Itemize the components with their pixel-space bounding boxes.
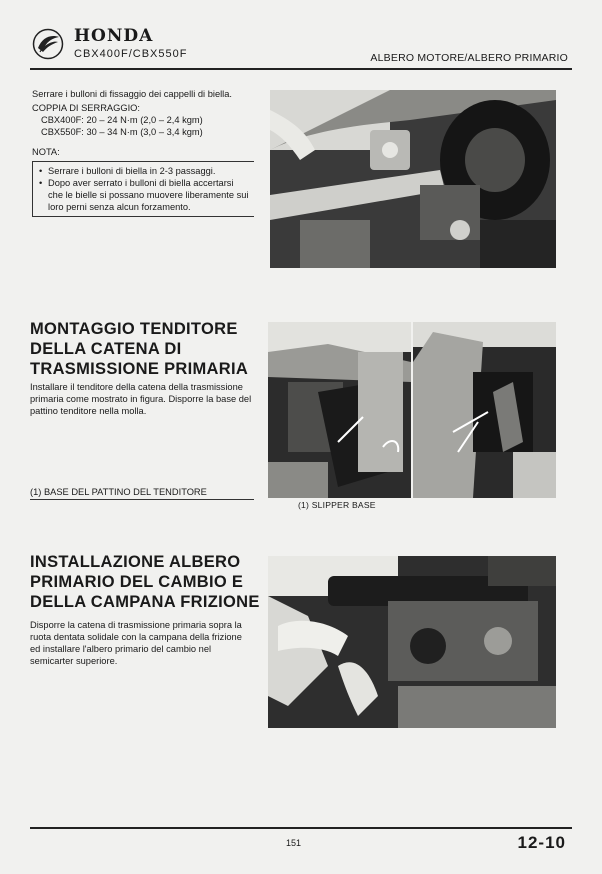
photo-tensioner-right	[413, 322, 556, 498]
model-names: CBX400F/CBX550F	[74, 48, 188, 60]
note-text: Dopo aver serrato i bulloni di biella accertarsi che le bielle si possano muovere liberamente sui loro perni senza alcun forzamento.	[48, 178, 249, 212]
note-item	[39, 177, 250, 213]
note-item	[39, 165, 250, 177]
section-number: 12-10	[517, 833, 566, 852]
bullet-icon: •	[39, 166, 43, 176]
section-title: ALBERO MOTORE/ALBERO PRIMARIO	[370, 52, 568, 64]
section-3-body: Disporre la catena di trasmissione primaria sopra la ruota dentata solidale con la campana della frizione ed installare l'albero primario del cambio nel semicarter superiore.	[30, 620, 242, 666]
honda-logo	[32, 24, 188, 64]
photo-connecting-rod-bolts	[270, 90, 556, 268]
section-3-heading: INSTALLAZIONE ALBERO PRIMARIO DEL CAMBIO E DELLA CAMPANA FRIZIONE	[30, 553, 260, 611]
section-2-body: Installare il tenditore della catena della trasmissione primaria come mostrato in figura. Disporre la base del pattino tenditore nella molla.	[30, 382, 252, 416]
bullet-icon: •	[39, 178, 43, 188]
note-text: Serrare i bulloni di biella in 2-3 passaggi.	[48, 166, 216, 176]
photo-tensioner-left	[268, 322, 411, 498]
brand-name: HONDA	[74, 26, 154, 46]
section-1-text	[32, 88, 254, 217]
torque-title: COPPIA DI SERRAGGIO:	[32, 103, 140, 113]
callout-slipper-base-en: (1) SLIPPER BASE	[298, 500, 376, 510]
header-divider	[30, 68, 572, 70]
note-label: NOTA:	[32, 147, 60, 157]
section-2-heading: MONTAGGIO TENDITORE DELLA CATENA DI TRASMISSIONE PRIMARIA	[30, 320, 249, 378]
callout-divider	[30, 499, 254, 500]
page-number: 151	[286, 838, 302, 848]
callout-slipper-base-it: (1) BASE DEL PATTINO DEL TENDITORE	[30, 487, 207, 497]
honda-wing-icon	[32, 28, 64, 60]
torque-line: CBX400F: 20 – 24 N·m (2,0 – 2,4 kgm)	[41, 115, 203, 125]
note-box	[32, 161, 254, 217]
footer-divider	[30, 827, 572, 829]
intro-text: Serrare i bulloni di fissaggio dei cappelli di biella.	[32, 89, 232, 99]
photo-mainshaft-install	[268, 556, 556, 728]
torque-line: CBX550F: 30 – 34 N·m (3,0 – 3,4 kgm)	[41, 127, 203, 137]
